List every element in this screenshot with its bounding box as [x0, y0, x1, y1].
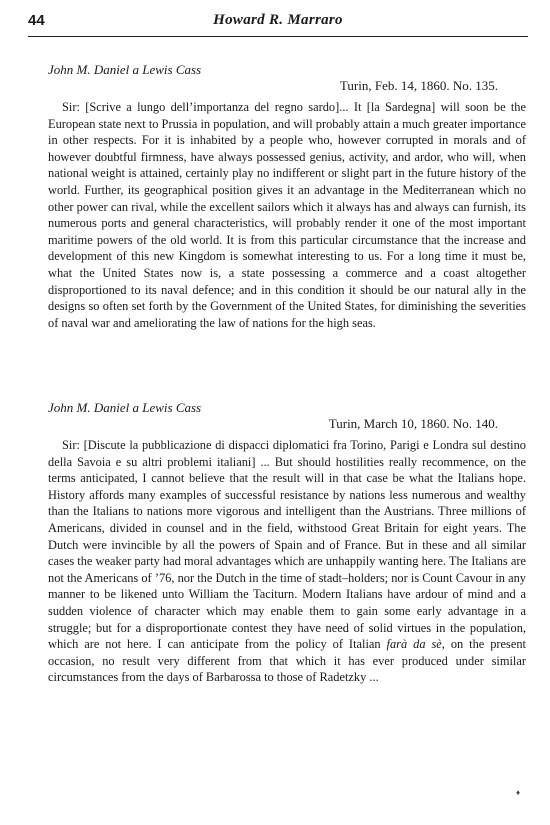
running-head — [28, 10, 528, 34]
letter-body-text: Sir: [Discute la pubblicazione di dispacci diplomatici fra Torino, Parigi e Londra sul destino della Savoia e su altri problemi italiani] ... But should hostilities really recommence, on the terms anticipated, I cannot believe that the result will in that case be what the Italians hope. History affords many examples of successful resistance by nations less numerous and wealthy than the Italians to nations more vigorous and intelligent than the Austrians. Three millions of Americans, divided in counsel and in the field, withstood Great Britain for eight years. The Dutch were invincible by all the powers of Spain and of France. But in these and all similar cases the weaker party had moral advantages which are unhappily wanting here. The Italians are not the Americans of ’76, nor the Dutch in the time of stadt–holders; nor is Count Cavour in any manner to be likened unto William the Taciturn. Modern Italians have ardour of mind and a sudden violence of character which may enable them to gain some early advantage in a struggle; but for a disproportionate contest they have need of solid virtues in the population, which are not here. I can anticipate from the policy of Italian — [48, 438, 526, 652]
letter-body — [48, 437, 526, 686]
letter-heading: John M. Daniel a Lewis Cass — [48, 62, 202, 77]
letter-dateline: Turin, Feb. 14, 1860. No. 135. — [339, 78, 498, 93]
letter-heading: John M. Daniel a Lewis Cass — [48, 400, 202, 415]
letter — [48, 400, 526, 686]
letter — [48, 62, 526, 331]
page-mark: ♦ — [516, 788, 521, 797]
letter-body-text-end: , on the present occasion, no result very different from that which it has ever produced under similar circumstances from the days of Barbarossa to those of Radetzky ... — [48, 637, 526, 685]
page-number: 44 — [28, 12, 45, 29]
header-rule — [28, 36, 528, 37]
running-title: Howard R. Marraro — [213, 12, 343, 28]
letter-body: Sir: [Scrive a lungo dell’importanza del regno sardo]... It [la Sardegna] will soon be the European state next to Prussia in population, and will probably attain a much greater importance in other respects. For it is inhabited by a people who, however corrupted in morals and of however doubtful firmness, have always possessed genius, activity, and ardor, who will, when national weight is attained, certainly play no indifferent or slight part in the future history of the world. Further, its geographical position gives it an advantage in the Mediterranean which no other power can rival, while the excellent sailors which it always has and always can furnish, its numerous ports and general characteristics, will probably render it one of the most important maritime powers of the old world. It is from this particular circumstance that the increase and development of this new Kingdom is somewhat interesting to us. For a long time it must be, what the United States now is, a state possessing a commerce and a coast altogether disproportioned to its naval defence; and in this condition it should be our natural ally in the designs so often set forth by the Government of the United States, for diminishing the severities of naval war and ameliorating the law of nations for the high seas. — [48, 100, 526, 330]
letter-dateline: Turin, March 10, 1860. No. 140. — [328, 416, 498, 431]
italian-phrase: farà da sè — [386, 637, 442, 652]
